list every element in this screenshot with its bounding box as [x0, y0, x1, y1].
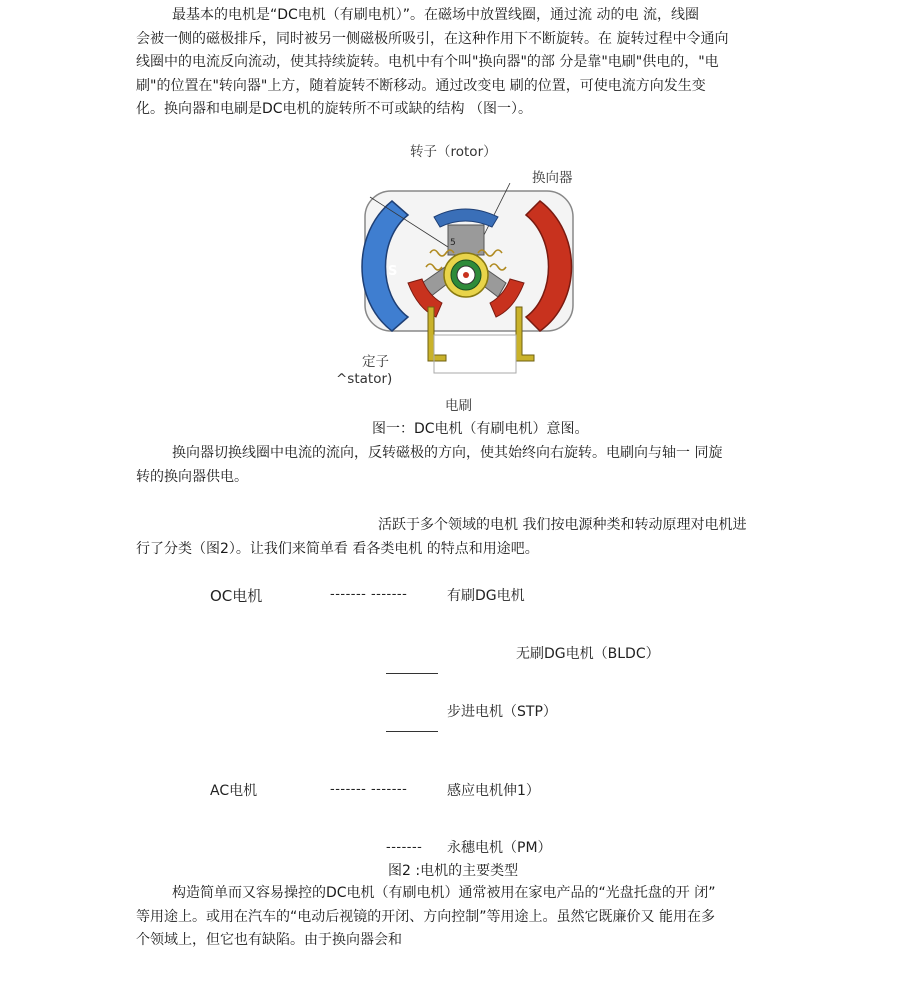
- label-brush: 电刷: [445, 398, 472, 414]
- intro-line: 刷"的位置在"转向器"上方，随着旋转不断移动。通过改变电 刷的位置，可使电流方向发生变: [136, 77, 706, 94]
- label-stator-en: ^stator): [336, 371, 393, 387]
- pole-s-label: S: [388, 264, 398, 279]
- para2-line: 换向器切换线圈中电流的流向，反转磁极的方向，使其始终向右旋转。电刷向与轴一 同旋: [172, 445, 723, 461]
- para2-line: 转的换向器供电。: [136, 468, 248, 485]
- intro-line: 化。换向器和电刷是DC电机的旋转所不可或缺的结构 （图一）。: [136, 101, 533, 117]
- dash-connector: -------: [386, 840, 423, 855]
- para3-line: 行了分类（图2）。让我们来简单看 看各类电机 的特点和用途吧。: [136, 540, 539, 557]
- dc-motor-root: OC电机: [210, 587, 263, 605]
- brush-base: [434, 335, 516, 373]
- ac-motor-root: AC电机: [210, 783, 258, 799]
- underline-connector: [386, 717, 438, 736]
- paragraph-2: [136, 442, 796, 489]
- figure2-caption: 图2 :电机的主要类型: [388, 863, 519, 879]
- shaft-center: [463, 272, 469, 278]
- intro-paragraph: [136, 4, 796, 122]
- pm-item: 永穗电机（PM）: [447, 840, 552, 856]
- paragraph-3: [136, 514, 746, 561]
- brushless-dc-item: 无刷DG电机（BLDC）: [516, 646, 660, 662]
- para4-line: 个领域上，但它也有缺陷。由于换向器会和: [136, 932, 402, 948]
- dash-connector: ------- -------: [330, 782, 408, 797]
- dash-connector: ------- -------: [330, 587, 408, 602]
- underline-connector: [386, 659, 438, 678]
- figure1-caption: 图一：DC电机（有刷电机）意图。: [372, 421, 589, 437]
- label-rotor: 转子（rotor）: [410, 144, 497, 160]
- induction-item: 感应电机伸1）: [447, 783, 540, 799]
- label-commutator: 换向器: [532, 170, 573, 186]
- coil-number: 5: [450, 238, 456, 248]
- label-stator: 定子: [362, 354, 389, 370]
- brushed-dc-item: 有刷DG电机: [447, 588, 525, 604]
- intro-line: 线圈中的电流反向流动，使其持续旋转。电机中有个叫"换向器"的部 分是靠"电刷"供电的，"电: [136, 54, 719, 70]
- para3-line: 活跃于多个领域的电机 我们按电源种类和转动原理对电机进: [378, 517, 747, 533]
- paragraph-4: [136, 882, 796, 953]
- para4-line: 等用途上。或用在汽车的“电动后视镜的开闭、方向控制”等用途上。虽然它既廉价又 能用在多: [136, 908, 715, 925]
- intro-line: 会被一侧的磁极排斥，同时被另一侧磁极所吸引，在这种作用下不断旋转。在 旋转过程中令通向: [136, 30, 729, 47]
- para4-line: 构造简单而又容易操控的DC电机（有刷电机）通常被用在家电产品的“光盘托盘的开 闭”: [172, 885, 716, 901]
- intro-line: 最基本的电机是“DC电机（有刷电机）”。在磁场中放置线圈，通过流 动的电 流，线圈: [172, 7, 699, 23]
- stepper-item: 步进电机（STP）: [447, 704, 557, 720]
